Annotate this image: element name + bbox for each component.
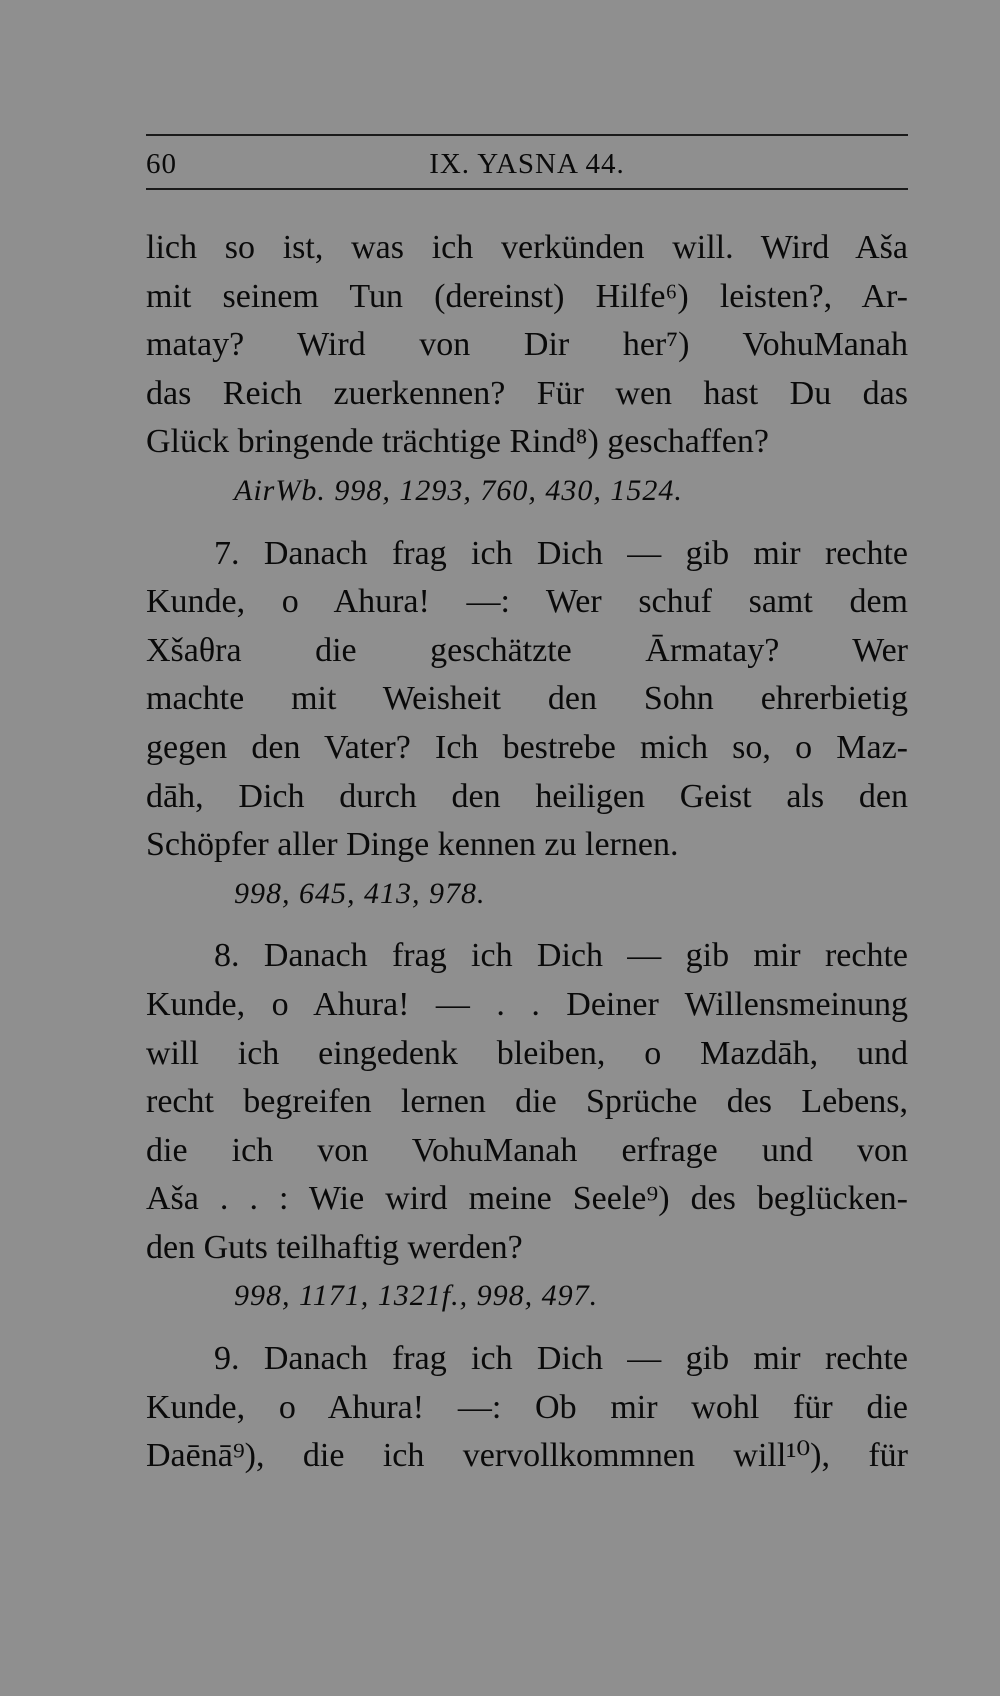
text-line: Daēnā⁹), die ich vervollkommnen will¹⁰), für <box>146 1437 908 1475</box>
text-line: Kunde, o Ahura! — . . Deiner Willensmeinung <box>146 985 908 1023</box>
text-line: Aša . . : Wie wird meine Seele⁹) des beglücken- <box>146 1180 908 1218</box>
header-rule <box>146 188 908 190</box>
text-line: 9. Danach frag ich Dich — gib mir rechte <box>214 1340 908 1378</box>
text-line: Kunde, o Ahura! —: Ob mir wohl für die <box>146 1388 908 1426</box>
reference-line: 998, 1171, 1321f., 998, 497. <box>234 1279 599 1313</box>
text-line: 8. Danach frag ich Dich — gib mir rechte <box>214 937 908 975</box>
text-line: dāh, Dich durch den heiligen Geist als den <box>146 777 908 815</box>
text-line: recht begreifen lernen die Sprüche des Lebens, <box>146 1083 908 1121</box>
text-line: machte mit Weisheit den Sohn ehrerbietig <box>146 680 908 718</box>
text-line: matay? Wird von Dir her⁷) VohuManah <box>146 326 908 364</box>
text-line: die ich von VohuManah erfrage und von <box>146 1131 908 1169</box>
text-line: Schöpfer aller Dinge kennen zu lernen. <box>146 826 679 864</box>
text-line: mit seinem Tun (dereinst) Hilfe⁶) leisten?, Ar- <box>146 277 908 315</box>
page-number: 60 <box>146 148 177 180</box>
text-line: lich so ist, was ich verkünden will. Wird Aša <box>146 229 908 266</box>
reference-line: AirWb. 998, 1293, 760, 430, 1524. <box>234 473 683 507</box>
book-page <box>146 134 908 1481</box>
body-text <box>146 224 908 1481</box>
text-line: Kunde, o Ahura! —: Wer schuf samt dem <box>146 583 908 621</box>
text-line: will ich eingedenk bleiben, o Mazdāh, und <box>146 1034 908 1072</box>
running-title: IX. YASNA 44. <box>429 148 625 180</box>
text-line: das Reich zuerkennen? Für wen hast Du das <box>146 374 908 412</box>
text-line: gegen den Vater? Ich bestrebe mich so, o Maz- <box>146 728 908 766</box>
text-line: den Guts teilhaftig werden? <box>146 1228 523 1266</box>
text-line: Glück bringende trächtige Rind⁸) geschaffen? <box>146 423 769 461</box>
text-line: Xšaθra die geschätzte Ārmatay? Wer <box>146 631 908 669</box>
text-line: 7. Danach frag ich Dich — gib mir rechte <box>214 534 908 572</box>
reference-line: 998, 645, 413, 978. <box>234 876 486 910</box>
page-header <box>146 136 908 188</box>
